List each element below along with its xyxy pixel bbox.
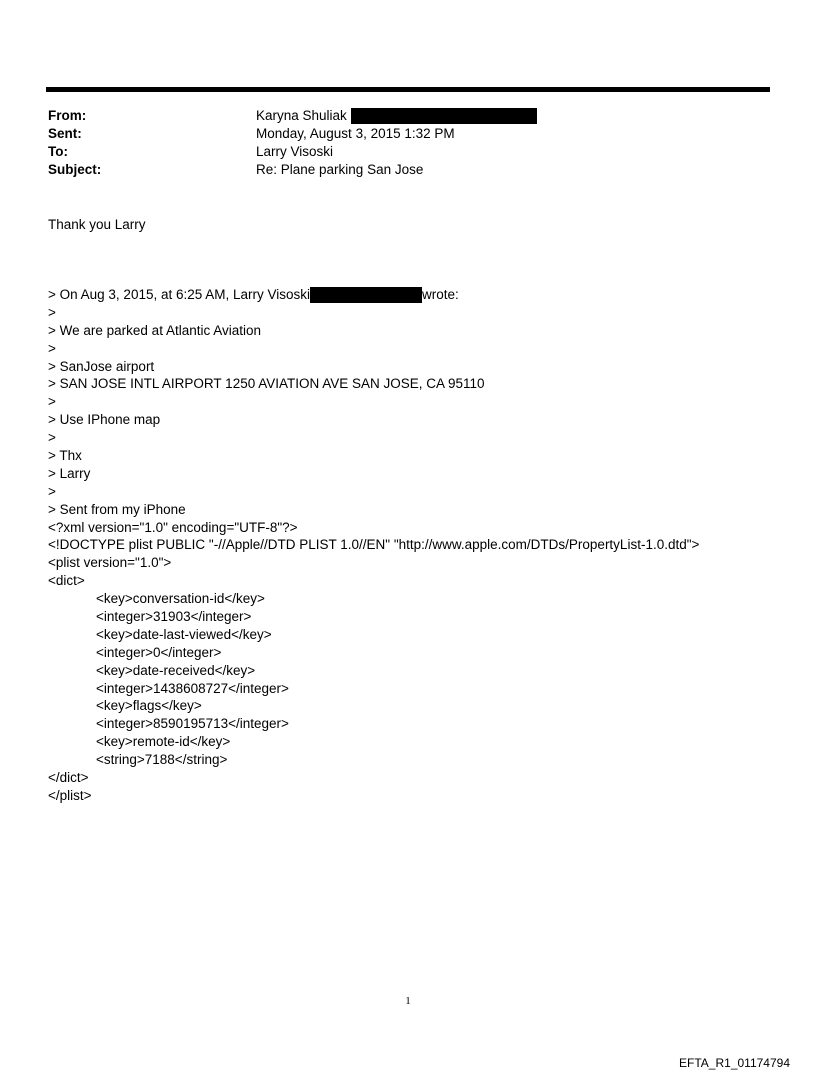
plist-entry: <string>7188</string> <box>96 752 228 768</box>
quoted-intro <box>48 286 699 304</box>
plist-close-tag: </plist> <box>48 787 92 803</box>
plist-entry: <integer>31903</integer> <box>96 609 252 625</box>
plist-doctype: <!DOCTYPE plist PUBLIC "-//Apple//DTD PLIST 1.0//EN" "http://www.apple.com/DTDs/PropertyList-1.0.dtd"> <box>48 537 700 553</box>
sent-row <box>48 125 537 143</box>
quoted-line: > SanJose airport <box>48 358 155 374</box>
quoted-line: > <box>48 430 56 446</box>
plist-dict-open: <dict> <box>48 573 85 589</box>
page-number: 1 <box>405 995 411 1007</box>
subject-value: Re: Plane parking San Jose <box>256 162 424 177</box>
quoted-line: > Sent from my iPhone <box>48 501 186 517</box>
plist-entry: <key>flags</key> <box>96 698 202 714</box>
sent-label: Sent: <box>48 126 82 141</box>
quoted-line: > <box>48 394 56 410</box>
plist-entry: <key>date-received</key> <box>96 662 256 678</box>
greeting-text: Thank you Larry <box>48 217 146 232</box>
from-label: From: <box>48 108 87 123</box>
quoted-line: > <box>48 483 56 499</box>
email-header <box>48 107 537 179</box>
sent-value: Monday, August 3, 2015 1:32 PM <box>256 126 455 141</box>
quoted-line: > Use IPhone map <box>48 412 161 428</box>
quoted-intro-prefix: > On Aug 3, 2015, at 6:25 AM, Larry Visoski <box>48 287 311 302</box>
header-rule <box>46 87 770 92</box>
plist-entry: <integer>1438608727</integer> <box>96 680 289 696</box>
plist-dict-close: </dict> <box>48 770 89 786</box>
subject-row <box>48 161 537 179</box>
plist-entry: <key>date-last-viewed</key> <box>96 626 272 642</box>
from-row <box>48 107 537 125</box>
plist-entry: <integer>0</integer> <box>96 644 222 660</box>
quoted-line: > Larry <box>48 465 91 481</box>
quoted-line: > SAN JOSE INTL AIRPORT 1250 AVIATION AVE SAN JOSE, CA 95110 <box>48 376 485 392</box>
message-body <box>48 286 699 805</box>
plist-xml-declaration: <?xml version="1.0" encoding="UTF-8"?> <box>48 519 298 535</box>
to-label: To: <box>48 144 68 159</box>
redaction-box <box>351 108 537 124</box>
redaction-box <box>310 287 422 303</box>
plist-entry: <key>remote-id</key> <box>96 734 231 750</box>
subject-label: Subject: <box>48 162 102 177</box>
quoted-line: > <box>48 304 56 320</box>
quoted-intro-suffix: wrote: <box>422 287 459 302</box>
to-value: Larry Visoski <box>256 144 334 159</box>
to-row <box>48 143 537 161</box>
plist-entry: <key>conversation-id</key> <box>96 591 265 607</box>
document-id: EFTA_R1_01174794 <box>679 1056 790 1070</box>
quoted-line: > We are parked at Atlantic Aviation <box>48 322 262 338</box>
quoted-line: > Thx <box>48 448 82 464</box>
plist-entry: <integer>8590195713</integer> <box>96 716 289 732</box>
plist-open-tag: <plist version="1.0"> <box>48 555 172 571</box>
quoted-line: > <box>48 340 56 356</box>
from-value: Karyna Shuliak <box>256 108 347 123</box>
